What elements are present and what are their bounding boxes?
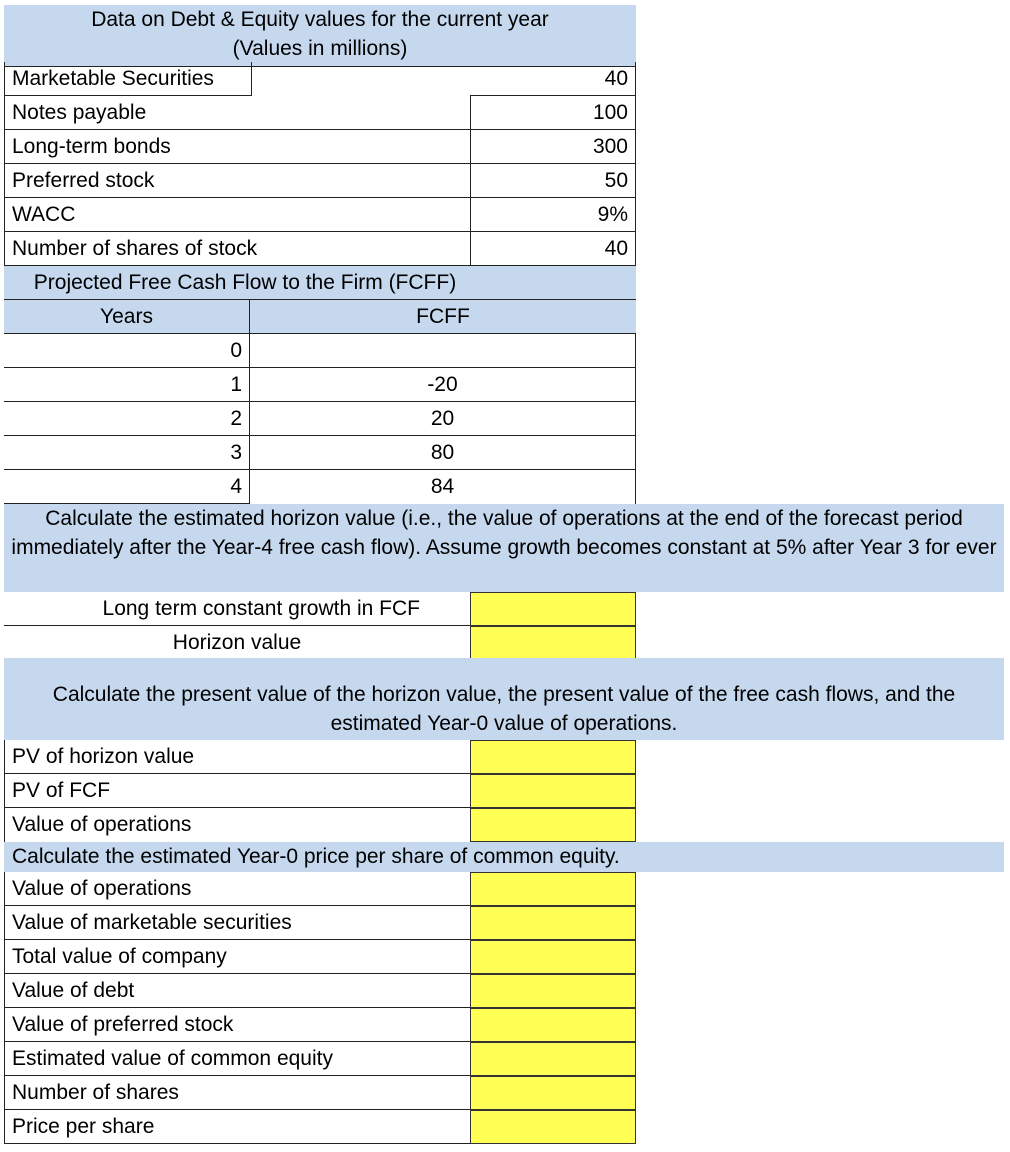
price-input-4[interactable] [470,1008,636,1042]
price-input-5[interactable] [470,1042,636,1076]
horizon-growth-input[interactable] [470,592,636,626]
price-input-1[interactable] [470,906,636,940]
price-input-2[interactable] [470,940,636,974]
fcff-value-3[interactable]: 80 [250,436,636,470]
fcff-year-2: 2 [4,402,250,436]
de-value-2[interactable]: 300 [470,130,636,164]
price-label-5: Estimated value of common equity [4,1042,470,1076]
de-left-border [4,62,5,266]
price-prompt: Calculate the estimated Year-0 price per share of common equity. [4,842,1004,872]
price-label-4: Value of preferred stock [4,1008,470,1042]
de-value-5[interactable]: 40 [470,232,636,266]
pv-operations-input[interactable] [470,808,636,842]
de-label-5: Number of shares of stock [4,232,470,266]
de-label-0: Marketable Securities [4,62,252,96]
pv-horizon-input[interactable] [470,740,636,774]
pv-label-1: PV of FCF [4,774,470,808]
horizon-value-input[interactable] [470,626,636,660]
horizon-label-0: Long term constant growth in FCF [4,592,470,626]
de-value-4[interactable]: 9% [470,198,636,232]
de-value-1[interactable]: 100 [470,96,636,130]
price-label-3: Value of debt [4,974,470,1008]
fcff-year-1: 1 [4,368,250,402]
horizon-prompt: Calculate the estimated horizon value (i.e., the value of operations at the end of the forecast period immediately after the Year-4 free cash flow). Assume growth becomes constant at 5% after Year 3 for ever [4,504,1004,592]
price-input-6[interactable] [470,1076,636,1110]
pv-left-border [4,740,5,842]
de-label-3: Preferred stock [4,164,470,198]
price-label-6: Number of shares [4,1076,470,1110]
price-label-0: Value of operations [4,872,470,906]
pv-fcf-input[interactable] [470,774,636,808]
fcff-year-3: 3 [4,436,250,470]
fcff-value-0[interactable] [250,334,636,368]
price-input-0[interactable] [470,872,636,906]
de-label-1: Notes payable [4,96,470,130]
price-label-1: Value of marketable securities [4,906,470,940]
pv-prompt: Calculate the present value of the horizon value, the present value of the free cash flows, and the estimated Year-0 value of operations. [4,658,1004,740]
price-label-7: Price per share [4,1110,470,1144]
price-left-border [4,872,5,1144]
fcff-value-2[interactable]: 20 [250,402,636,436]
fcff-title: Projected Free Cash Flow to the Firm (FCFF) [4,266,636,300]
horizon-label-1: Horizon value [4,626,470,660]
de-label-2: Long-term bonds [4,130,470,164]
fcff-value-4[interactable]: 84 [250,470,636,504]
pv-label-2: Value of operations [12,813,192,836]
fcff-year-0: 0 [4,334,250,368]
price-input-7[interactable] [470,1110,636,1144]
de-value-0[interactable]: 40 [470,62,636,96]
price-input-3[interactable] [470,974,636,1008]
pv-label-0: PV of horizon value [4,740,470,774]
fcff-col-fcff: FCFF [250,300,636,334]
price-label-2: Total value of company [4,940,470,974]
debt-equity-title: Data on Debt & Equity values for the current year (Values in millions) [4,5,636,67]
de-label-4: WACC [4,198,470,232]
de-value-3[interactable]: 50 [470,164,636,198]
fcff-value-1[interactable]: -20 [250,368,636,402]
fcff-year-4: 4 [4,470,250,504]
fcff-col-years: Years [4,300,250,334]
